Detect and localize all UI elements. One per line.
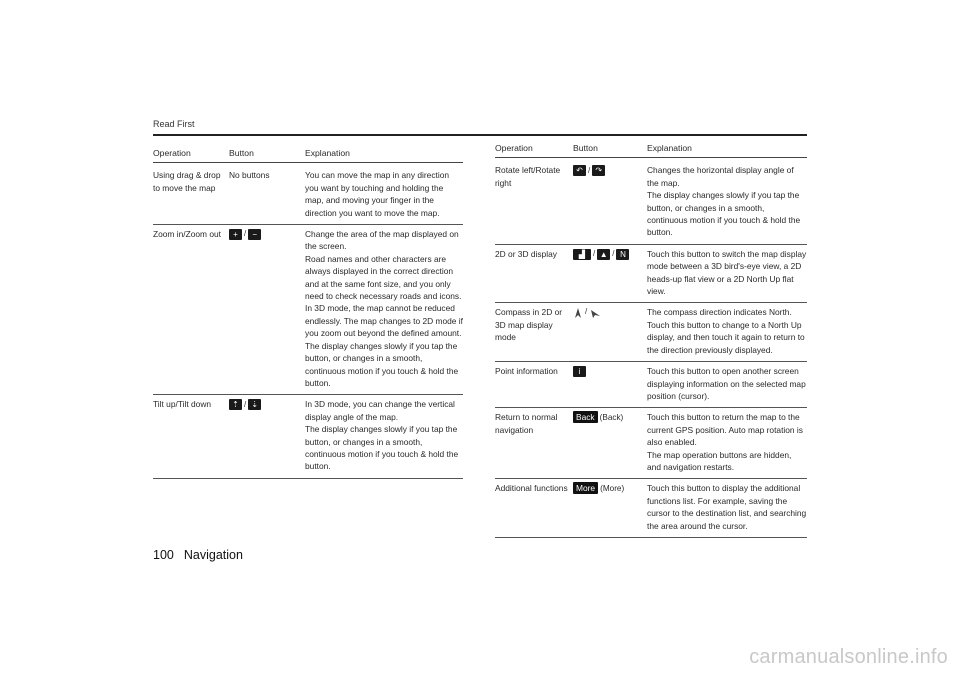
explanation-cell [305, 169, 463, 219]
table-row [153, 166, 463, 225]
table-row [153, 225, 463, 395]
rotate-right-icon: ↷ [592, 165, 605, 176]
button-cell [573, 306, 647, 356]
button-cell [229, 228, 305, 389]
explanation-cell [647, 411, 807, 473]
button-cell [573, 164, 647, 238]
slash-separator: / [612, 249, 615, 259]
slash-separator: / [585, 307, 588, 317]
explanation-line: The compass direction indicates North. Touch this button to change to a North Up display, and then touch it again to return to the direction previously displayed. [647, 307, 805, 355]
tilt-up-icon: ⇡ [229, 399, 242, 410]
table-row [153, 395, 463, 478]
explanation-cell [305, 228, 463, 389]
table-row [495, 362, 807, 408]
explanation-line: Changes the horizontal display angle of the map. [647, 165, 794, 188]
slash-separator: / [244, 399, 247, 409]
explanation-line: The display changes slowly if you tap the button, or changes in a smooth, continuous motion if you touch & hold the button. [305, 340, 459, 388]
explanation-cell [647, 306, 807, 356]
explanation-cell [647, 365, 807, 402]
explanation-line: Touch this button to switch the map display mode between a 3D bird's-eye view, a 2D heads-up flat view or a 2D North Up flat view. [647, 248, 807, 297]
col-operation: Operation [153, 148, 191, 158]
col-button: Button [229, 148, 254, 158]
table-row [495, 479, 807, 538]
explanation-line: Touch this button to open another screen displaying information on the selected map position (cursor). [647, 366, 806, 401]
header-rule [153, 134, 807, 136]
view-2d-heading-icon: ▲ [597, 249, 610, 260]
compass-3d-icon [589, 307, 601, 319]
section-header: Read First [153, 119, 195, 129]
col-explanation: Explanation [647, 143, 692, 153]
zoom-out-icon: − [248, 229, 261, 240]
view-2d-north-icon: N [616, 249, 629, 260]
operation-cell: 2D or 3D display [495, 248, 557, 259]
button-cell [573, 248, 647, 298]
explanation-line: Touch this button to display the additional functions list. For example, saving the cursor to the destination list, and searching the area around the cursor. [647, 483, 807, 531]
explanation-line: Road names and other characters are always displayed in the correct direction and at the same font size, and you only need to check necessary roads and icons. [305, 253, 462, 302]
operation-cell: Using drag & drop to move the map [153, 170, 221, 193]
operation-cell: Compass in 2D or 3D map display mode [495, 307, 563, 343]
explanation-line: The display changes slowly if you tap the button, or changes in a smooth, continuous motion if you touch & hold the button. [647, 190, 801, 238]
explanation-cell [305, 398, 463, 472]
slash-separator: / [593, 249, 596, 259]
operation-cell: Rotate left/Rotate right [495, 165, 561, 188]
page-footer [153, 548, 253, 562]
table-row [495, 161, 807, 244]
table-header [495, 142, 807, 158]
view-3d-icon: ▟ [573, 249, 591, 260]
explanation-line: The display changes slowly if you tap the button, or changes in a smooth, continuous motion if you touch & hold the button. [305, 424, 459, 472]
col-button: Button [573, 143, 598, 153]
operation-cell: Additional functions [495, 483, 568, 494]
right-operations-table [495, 142, 807, 538]
slash-separator: / [244, 229, 247, 239]
zoom-in-icon: + [229, 229, 242, 240]
left-operations-table [153, 147, 463, 479]
explanation-line: The map operation buttons are hidden, and navigation restarts. [647, 449, 792, 472]
operation-cell: Point information [495, 366, 558, 377]
operation-cell: Return to normal navigation [495, 412, 558, 435]
col-explanation: Explanation [305, 148, 350, 158]
more-button-sample: More [573, 482, 598, 494]
button-cell: No buttons [229, 170, 270, 181]
table-header [153, 147, 463, 163]
page-number: 100 [153, 548, 174, 562]
button-cell [229, 398, 305, 472]
explanation-cell [647, 164, 807, 238]
watermark: carmanualsonline.info [749, 646, 948, 668]
slash-separator: / [588, 165, 591, 175]
rotate-left-icon: ↶ [573, 165, 586, 176]
tilt-down-icon: ⇣ [248, 399, 261, 410]
table-row [495, 245, 807, 304]
explanation-cell [647, 482, 807, 532]
operation-cell: Zoom in/Zoom out [153, 229, 221, 240]
back-button-sample: Back [573, 411, 598, 423]
table-row [495, 303, 807, 362]
footer-section: Navigation [183, 548, 243, 562]
col-operation: Operation [495, 143, 533, 153]
button-cell [573, 411, 647, 473]
button-cell [573, 482, 647, 532]
operation-cell: Tilt up/Tilt down [153, 399, 212, 410]
compass-2d-icon [573, 307, 583, 319]
more-button-note: (More) [600, 484, 625, 494]
table-row [495, 408, 807, 479]
point-info-icon: i [573, 366, 586, 377]
explanation-line: In 3D mode, the map cannot be reduced endlessly. The map changes to 2D mode if you zoom out beyond the defined amount. [305, 303, 463, 339]
explanation-cell [647, 248, 807, 298]
explanation-line: Change the area of the map displayed on the screen. [305, 229, 459, 252]
button-cell [573, 365, 647, 402]
explanation-line: Touch this button to return the map to the current GPS position. Auto map rotation is also enabled. [647, 412, 803, 448]
explanation-line: You can move the map in any direction you want by touching and holding the map, and moving your finger in the direction you want to move the map. [305, 170, 450, 218]
back-button-note: (Back) [599, 413, 624, 423]
explanation-line: In 3D mode, you can change the vertical display angle of the map. [305, 399, 455, 422]
